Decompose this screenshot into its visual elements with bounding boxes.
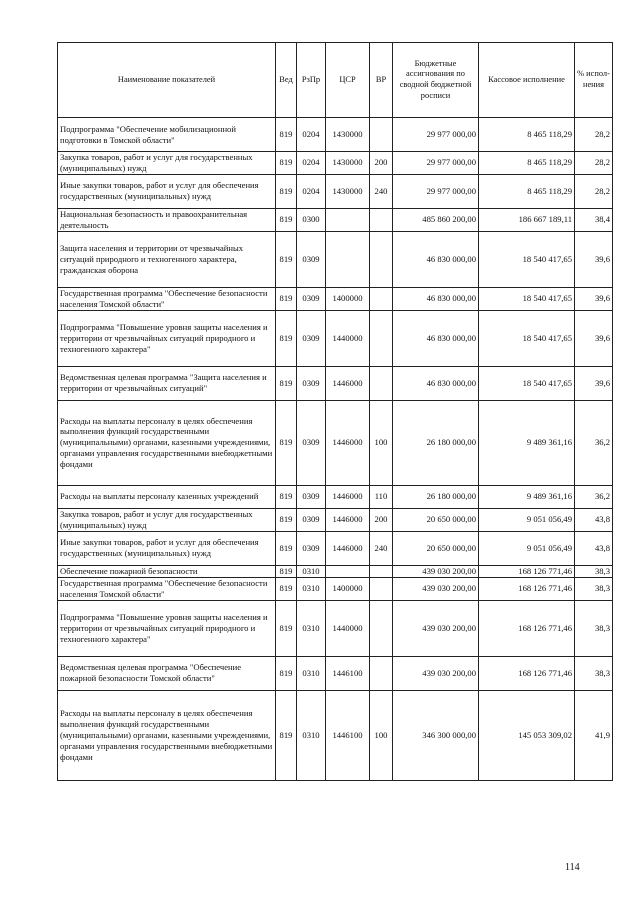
cell-kass: 9 489 361,16 — [479, 400, 575, 485]
cell-rzpr: 0309 — [297, 531, 326, 565]
cell-vr: 240 — [370, 531, 393, 565]
cell-name: Подпрограмма "Обеспечение мобилизационной подготовки в Томской области" — [58, 118, 276, 152]
cell-ved: 819 — [276, 366, 297, 400]
cell-budget: 29 977 000,00 — [393, 152, 479, 175]
cell-pct: 38,3 — [575, 565, 613, 577]
header-row — [58, 43, 613, 118]
table-row — [58, 310, 613, 366]
cell-kass: 186 667 189,11 — [479, 208, 575, 231]
cell-kass: 18 540 417,65 — [479, 231, 575, 287]
cell-budget: 20 650 000,00 — [393, 508, 479, 531]
cell-pct: 39,6 — [575, 366, 613, 400]
cell-budget: 29 977 000,00 — [393, 174, 479, 208]
cell-vr — [370, 656, 393, 690]
cell-pct: 39,6 — [575, 231, 613, 287]
cell-csr: 1446000 — [326, 366, 370, 400]
cell-pct: 38,3 — [575, 600, 613, 656]
cell-budget: 346 300 000,00 — [393, 690, 479, 780]
header-budget: Бюджетные ассигнования по сводной бюджетной росписи — [393, 43, 479, 118]
cell-rzpr: 0309 — [297, 508, 326, 531]
cell-ved: 819 — [276, 231, 297, 287]
cell-csr — [326, 208, 370, 231]
cell-budget: 439 030 200,00 — [393, 600, 479, 656]
cell-vr — [370, 310, 393, 366]
cell-kass: 168 126 771,46 — [479, 656, 575, 690]
cell-name: Государственная программа "Обеспечение безопасности населения Томской области" — [58, 577, 276, 600]
cell-budget: 439 030 200,00 — [393, 577, 479, 600]
table-row — [58, 400, 613, 485]
cell-pct: 36,2 — [575, 400, 613, 485]
table-body — [58, 118, 613, 781]
cell-name: Ведомственная целевая программа "Защита населения и территории от чрезвычайных ситуаций" — [58, 366, 276, 400]
cell-csr: 1430000 — [326, 174, 370, 208]
cell-pct: 43,8 — [575, 508, 613, 531]
table-row — [58, 174, 613, 208]
cell-pct: 28,2 — [575, 174, 613, 208]
cell-rzpr: 0309 — [297, 366, 326, 400]
cell-ved: 819 — [276, 577, 297, 600]
table-row — [58, 287, 613, 310]
cell-rzpr: 0309 — [297, 310, 326, 366]
cell-budget: 26 180 000,00 — [393, 400, 479, 485]
header-csr: ЦСР — [326, 43, 370, 118]
table-row — [58, 577, 613, 600]
cell-budget: 439 030 200,00 — [393, 565, 479, 577]
cell-kass: 9 051 056,49 — [479, 508, 575, 531]
cell-ved: 819 — [276, 208, 297, 231]
cell-rzpr: 0310 — [297, 656, 326, 690]
cell-kass: 8 465 118,29 — [479, 152, 575, 175]
cell-budget: 46 830 000,00 — [393, 287, 479, 310]
cell-rzpr: 0204 — [297, 152, 326, 175]
cell-name: Национальная безопасность и правоохранительная деятельность — [58, 208, 276, 231]
cell-name: Защита населения и территории от чрезвычайных ситуаций природного и техногенного характера, гражданская оборона — [58, 231, 276, 287]
cell-kass: 168 126 771,46 — [479, 565, 575, 577]
cell-csr — [326, 231, 370, 287]
cell-ved: 819 — [276, 508, 297, 531]
cell-pct: 39,6 — [575, 310, 613, 366]
table-row — [58, 152, 613, 175]
cell-csr: 1440000 — [326, 600, 370, 656]
cell-pct: 38,3 — [575, 577, 613, 600]
cell-pct: 38,4 — [575, 208, 613, 231]
cell-csr: 1446000 — [326, 485, 370, 508]
cell-csr: 1430000 — [326, 152, 370, 175]
cell-name: Расходы на выплаты персоналу в целях обеспечения выполнения функций государственными (муниципальными) органами, казенными учреждениями, органами управления государственными внебюджетными фондами — [58, 400, 276, 485]
cell-pct: 36,2 — [575, 485, 613, 508]
table-row — [58, 508, 613, 531]
cell-vr — [370, 600, 393, 656]
cell-csr: 1446100 — [326, 690, 370, 780]
cell-kass: 9 489 361,16 — [479, 485, 575, 508]
cell-vr — [370, 565, 393, 577]
cell-budget: 20 650 000,00 — [393, 531, 479, 565]
cell-vr — [370, 287, 393, 310]
cell-ved: 819 — [276, 531, 297, 565]
cell-ved: 819 — [276, 565, 297, 577]
table-row — [58, 531, 613, 565]
cell-budget: 26 180 000,00 — [393, 485, 479, 508]
cell-ved: 819 — [276, 690, 297, 780]
cell-rzpr: 0300 — [297, 208, 326, 231]
cell-csr: 1400000 — [326, 287, 370, 310]
table-row — [58, 600, 613, 656]
cell-rzpr: 0309 — [297, 485, 326, 508]
cell-ved: 819 — [276, 174, 297, 208]
cell-budget: 46 830 000,00 — [393, 366, 479, 400]
cell-kass: 8 465 118,29 — [479, 118, 575, 152]
cell-pct: 28,2 — [575, 152, 613, 175]
cell-name: Иные закупки товаров, работ и услуг для обеспечения государственных (муниципальных) нужд — [58, 174, 276, 208]
cell-rzpr: 0204 — [297, 118, 326, 152]
cell-kass: 8 465 118,29 — [479, 174, 575, 208]
cell-name: Расходы на выплаты персоналу казенных учреждений — [58, 485, 276, 508]
cell-pct: 38,3 — [575, 656, 613, 690]
cell-ved: 819 — [276, 485, 297, 508]
cell-vr — [370, 231, 393, 287]
cell-name: Государственная программа "Обеспечение безопасности населения Томской области" — [58, 287, 276, 310]
cell-vr — [370, 366, 393, 400]
header-pct: % испол- нения — [575, 43, 613, 118]
cell-kass: 168 126 771,46 — [479, 600, 575, 656]
cell-rzpr: 0310 — [297, 690, 326, 780]
cell-name: Ведомственная целевая программа "Обеспечение пожарной безопасности Томской области" — [58, 656, 276, 690]
cell-ved: 819 — [276, 656, 297, 690]
table-row — [58, 485, 613, 508]
cell-ved: 819 — [276, 152, 297, 175]
cell-name: Подпрограмма "Повышение уровня защиты населения и территории от чрезвычайных ситуаций природного и техногенного характера" — [58, 310, 276, 366]
cell-vr — [370, 118, 393, 152]
table-row — [58, 656, 613, 690]
table-row — [58, 690, 613, 780]
cell-csr: 1446000 — [326, 508, 370, 531]
cell-pct: 43,8 — [575, 531, 613, 565]
cell-budget: 29 977 000,00 — [393, 118, 479, 152]
cell-budget: 46 830 000,00 — [393, 310, 479, 366]
cell-kass: 9 051 056,49 — [479, 531, 575, 565]
cell-name: Закупка товаров, работ и услуг для государственных (муниципальных) нужд — [58, 152, 276, 175]
cell-csr: 1440000 — [326, 310, 370, 366]
cell-name: Обеспечение пожарной безопасности — [58, 565, 276, 577]
cell-pct: 39,6 — [575, 287, 613, 310]
cell-csr: 1446100 — [326, 656, 370, 690]
cell-kass: 18 540 417,65 — [479, 287, 575, 310]
cell-csr: 1446000 — [326, 531, 370, 565]
cell-rzpr: 0309 — [297, 400, 326, 485]
header-name: Наименование показателей — [58, 43, 276, 118]
cell-pct: 28,2 — [575, 118, 613, 152]
cell-ved: 819 — [276, 118, 297, 152]
budget-table — [57, 42, 613, 781]
cell-ved: 819 — [276, 310, 297, 366]
cell-budget: 485 860 200,00 — [393, 208, 479, 231]
cell-vr — [370, 577, 393, 600]
cell-ved: 819 — [276, 400, 297, 485]
cell-vr: 200 — [370, 152, 393, 175]
cell-vr: 200 — [370, 508, 393, 531]
header-vr: ВР — [370, 43, 393, 118]
cell-kass: 18 540 417,65 — [479, 310, 575, 366]
cell-rzpr: 0309 — [297, 287, 326, 310]
header-rzpr: РзПр — [297, 43, 326, 118]
cell-rzpr: 0310 — [297, 600, 326, 656]
cell-pct: 41,9 — [575, 690, 613, 780]
table-row — [58, 565, 613, 577]
cell-vr: 240 — [370, 174, 393, 208]
cell-csr: 1400000 — [326, 577, 370, 600]
cell-kass: 168 126 771,46 — [479, 577, 575, 600]
cell-rzpr: 0310 — [297, 565, 326, 577]
cell-rzpr: 0204 — [297, 174, 326, 208]
page-number: 114 — [565, 862, 580, 873]
cell-csr: 1446000 — [326, 400, 370, 485]
cell-budget: 46 830 000,00 — [393, 231, 479, 287]
cell-vr: 100 — [370, 690, 393, 780]
cell-csr: 1430000 — [326, 118, 370, 152]
header-kass: Кассовое исполнение — [479, 43, 575, 118]
cell-name: Иные закупки товаров, работ и услуг для обеспечения государственных (муниципальных) нужд — [58, 531, 276, 565]
cell-ved: 819 — [276, 600, 297, 656]
cell-rzpr: 0310 — [297, 577, 326, 600]
cell-name: Подпрограмма "Повышение уровня защиты населения и территории от чрезвычайных ситуаций природного и техногенного характера" — [58, 600, 276, 656]
header-ved: Вед — [276, 43, 297, 118]
cell-kass: 18 540 417,65 — [479, 366, 575, 400]
table-row — [58, 118, 613, 152]
cell-vr: 110 — [370, 485, 393, 508]
table-row — [58, 208, 613, 231]
table-row — [58, 366, 613, 400]
cell-budget: 439 030 200,00 — [393, 656, 479, 690]
cell-vr: 100 — [370, 400, 393, 485]
table-row — [58, 231, 613, 287]
cell-ved: 819 — [276, 287, 297, 310]
cell-kass: 145 053 309,02 — [479, 690, 575, 780]
cell-csr — [326, 565, 370, 577]
cell-name: Расходы на выплаты персоналу в целях обеспечения выполнения функций государственными (муниципальными) органами, казенными учреждениями, органами управления государственными внебюджетными фондами — [58, 690, 276, 780]
cell-name: Закупка товаров, работ и услуг для государственных (муниципальных) нужд — [58, 508, 276, 531]
cell-rzpr: 0309 — [297, 231, 326, 287]
cell-vr — [370, 208, 393, 231]
